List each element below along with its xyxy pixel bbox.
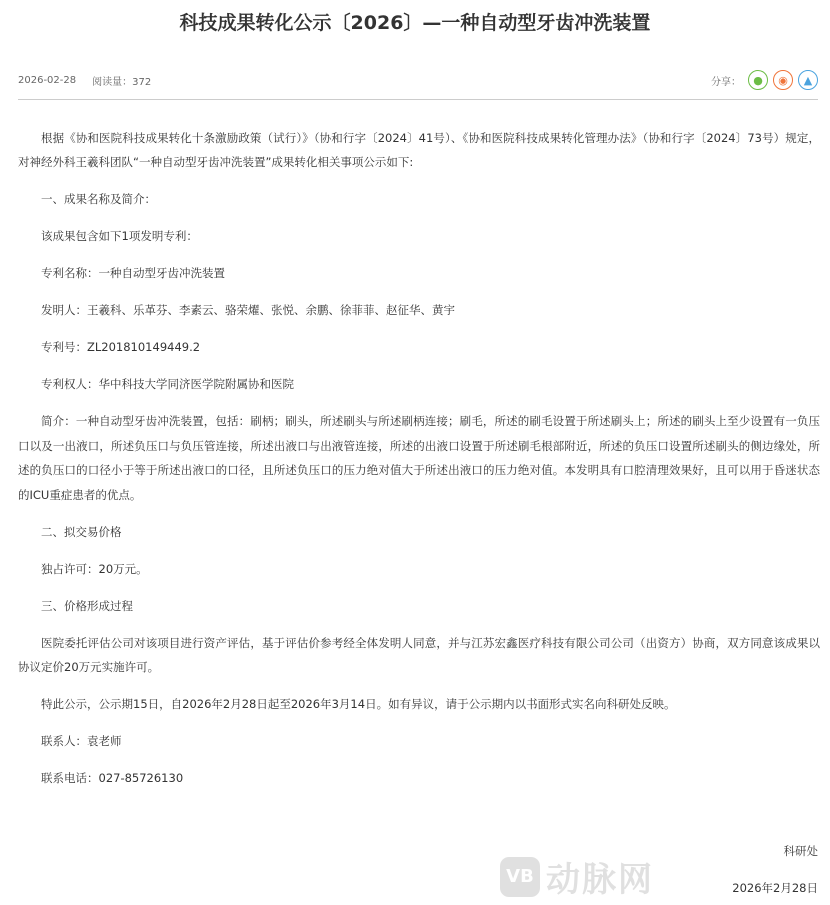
signature-dept: 科研处 (783, 844, 818, 858)
article-body (18, 126, 820, 803)
paragraph: 特此公示，公示期15日，自2026年2月28日起至2026年3月14日。如有异议，请于公示期内以书面形式实名向科研处反映。 (41, 697, 676, 712)
publish-date: 2026-02-28 (18, 74, 77, 86)
wechat-icon[interactable]: ● (748, 70, 768, 90)
section-heading: 二、拟交易价格 (41, 524, 122, 539)
watermark-text: 动脉网 (546, 860, 654, 900)
summary: 简介：一种自动型牙齿冲洗装置，包括：刷柄；刷头，所述刷头与所述刷柄连接；刷毛，所述的刷毛设置于所述刷头上；所述的刷头上至少设置有一负压口以及一出液口，所述负压口与负压管连接，所述出液口与出液管连接，所述的出液口设置于所述刷毛根部附近，所述的负压口设置所述刷头的侧边缘处，所述的负压口的口径小于等于所述出液口的口径，且所述负压口的压力绝对值大于所述出液口的压力绝对值。本发明具有口腔清理效果好，且可以用于昏迷状态的ICU重症患者的优点。 (18, 414, 820, 502)
weibo-icon[interactable]: ◉ (773, 70, 793, 90)
page-title: 科技成果转化公示〔2026〕—一种自动型牙齿冲洗装置 (179, 12, 651, 34)
patent-name: 专利名称：一种自动型牙齿冲洗装置 (41, 266, 225, 281)
section-heading: 一、成果名称及简介： (41, 192, 156, 207)
price: 独占许可：20万元。 (41, 561, 148, 576)
article-meta (18, 70, 818, 90)
share-label: 分享： (711, 76, 741, 88)
inventors: 发明人：王羲科、乐革芬、李素云、骆荣燿、张悦、余鹏、徐菲菲、赵征华、黄宇 (41, 303, 455, 318)
paragraph: 医院委托评估公司对该项目进行资产评估，基于评估价参考经全体发明人同意，并与江苏宏鑫医疗科技有限公司公司（出资方）协商，双方同意该成果以协议定价20万元实施许可。 (18, 635, 820, 675)
share-bar (711, 70, 818, 90)
watermark-icon: VB (500, 857, 540, 897)
qq-icon[interactable]: ▲ (798, 70, 818, 90)
paragraph: 该成果包含如下1项发明专利： (41, 229, 198, 244)
signature-date: 2026年2月28日 (732, 881, 818, 895)
patentee: 专利权人：华中科技大学同济医学院附属协和医院 (41, 377, 294, 392)
contact-phone: 联系电话：027-85726130 (41, 771, 184, 786)
section-heading: 三、价格形成过程 (41, 598, 133, 613)
paragraph: 根据《协和医院科技成果转化十条激励政策（试行）》（协和行字〔2024〕41号）、《协和医院科技成果转化管理办法》（协和行字〔2024〕73号）规定，对神经外科王羲科团队“一种自动型牙齿冲洗装置”成果转化相关事项公示如下: (18, 131, 820, 170)
contact-person: 联系人：袁老师 (41, 734, 122, 749)
patent-number: 专利号：ZL201810149449.2 (41, 340, 201, 355)
view-count: 阅读量：372 (92, 76, 152, 88)
watermark-logo (500, 852, 654, 901)
divider (18, 99, 818, 100)
